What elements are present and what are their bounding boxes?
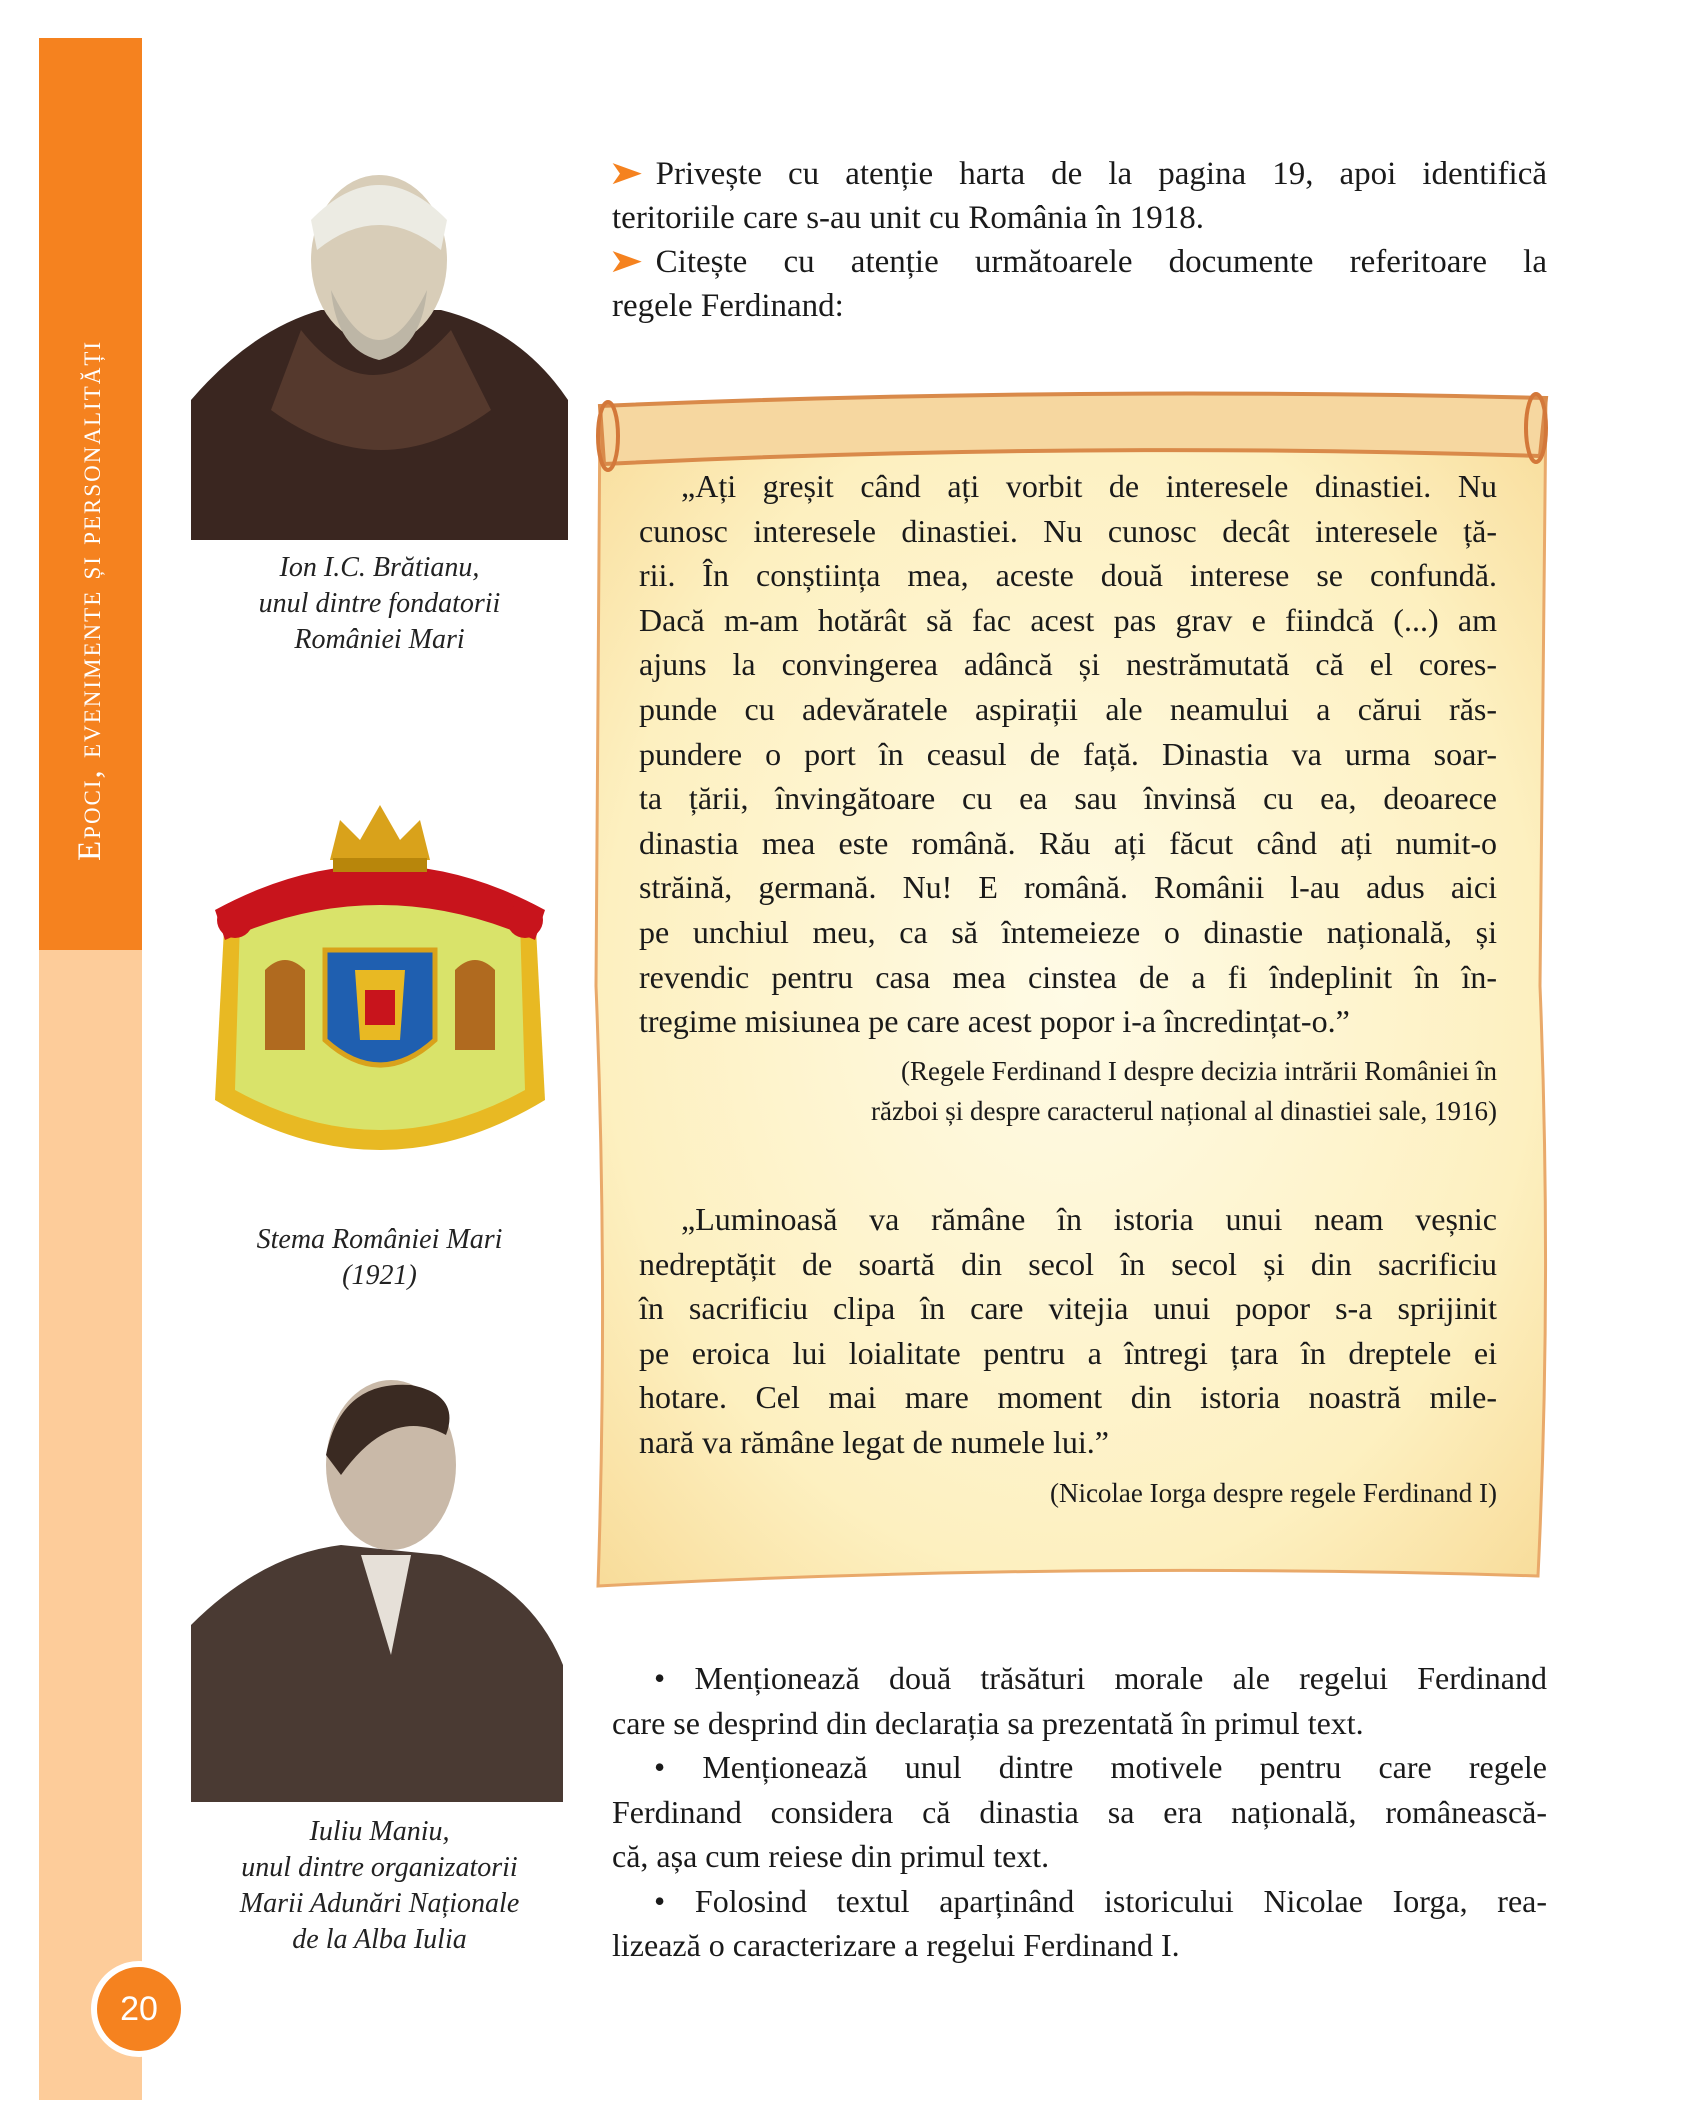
sidebar-band-light bbox=[39, 950, 142, 2100]
document-source-1 bbox=[871, 1051, 1497, 1131]
text-line: străină, germană. Nu! E română. Românii l-au adus aici bbox=[639, 869, 1497, 906]
text-line: „Ați greșit când ați vorbit de interesele dinastiei. Nu bbox=[681, 468, 1497, 504]
text-line: nară va rămâne legat de numele lui.” bbox=[639, 1423, 1109, 1460]
text-line: că, așa cum reiese din primul text. bbox=[612, 1838, 1050, 1874]
coat-of-arms-image bbox=[205, 800, 555, 1170]
instruction-line: ➤ Citește cu atenție următoarele documente referitoare la bbox=[612, 240, 1547, 284]
document-quote-1 bbox=[639, 464, 1497, 1044]
text-line: ajuns la convingerea adâncă și nestrămutată că el cores- bbox=[639, 646, 1497, 683]
caption-coat-of-arms bbox=[191, 1222, 568, 1294]
text-line: • Menționează unul dintre motivele pentru care regele bbox=[654, 1749, 1547, 1785]
document-quote-2 bbox=[639, 1197, 1497, 1465]
text-line: tregime misiunea pe care acest popor i-a încredințat-o.” bbox=[639, 1003, 1350, 1040]
caption-line: unul dintre organizatorii bbox=[241, 1852, 518, 1883]
text-line: revendic pentru casa mea cinstea de a fi îndeplinit în în- bbox=[639, 958, 1497, 995]
portrait-maniu bbox=[191, 1365, 563, 1802]
text-line: rii. În conștiința mea, aceste două interese se confundă. bbox=[639, 557, 1497, 594]
section-title: Epoci, evenimente și personalități bbox=[72, 339, 108, 861]
text-line: • Folosind textul aparținând istoricului Nicolae Iorga, rea- bbox=[654, 1882, 1547, 1919]
text-line: punde cu adevăratele aspirații ale neamului a cărui răs- bbox=[639, 690, 1497, 727]
arrow-right-icon: ➤ bbox=[607, 244, 644, 280]
caption-maniu bbox=[191, 1814, 568, 1958]
instruction-line: ➤ Privește cu atenție harta de la pagina 19, apoi identifică bbox=[612, 152, 1547, 196]
page-number: 20 bbox=[91, 1961, 187, 2057]
caption-line: Ion I.C. Brătianu, bbox=[279, 552, 480, 583]
text-line: lizează o caracterizare a regelui Ferdinand I. bbox=[612, 1927, 1180, 1963]
text-line: pe unchiul meu, ca să întemeieze o dinastie națională, și bbox=[639, 913, 1497, 950]
arrow-right-icon: ➤ bbox=[607, 156, 644, 192]
document-source-2 bbox=[1050, 1473, 1497, 1513]
text-line: hotare. Cel mai mare moment din istoria noastră mile- bbox=[639, 1379, 1497, 1416]
text-line: pundere o port în ceasul de față. Dinastia va urma soar- bbox=[639, 735, 1497, 772]
caption-line: Stema României Mari bbox=[256, 1224, 503, 1255]
source-line: război și despre caracterul național al dinastiei sale, 1916) bbox=[871, 1096, 1497, 1126]
task-item bbox=[612, 1656, 1547, 1745]
text-line: • Menționează două trăsături morale ale regelui Ferdinand bbox=[654, 1660, 1547, 1696]
text-line: Dacă m-am hotărât să fac acest pas grav e fiindcă (...) am bbox=[639, 601, 1497, 638]
caption-bratianu bbox=[191, 550, 568, 658]
portrait-bratianu bbox=[191, 160, 568, 540]
text-line: nedreptățit de soartă din secol în secol și din sacrificiu bbox=[639, 1245, 1497, 1282]
text-line: dinastia mea este română. Rău ați făcut când ați numit-o bbox=[639, 824, 1497, 861]
source-line: (Regele Ferdinand I despre decizia intrării României în bbox=[900, 1056, 1497, 1086]
caption-line: de la Alba Iulia bbox=[292, 1924, 467, 1955]
task-item bbox=[612, 1745, 1547, 1879]
text-line: cunosc interesele dinastiei. Nu cunosc decât interesele ță- bbox=[639, 512, 1497, 549]
instruction-line: regele Ferdinand: bbox=[612, 288, 844, 324]
source-line: (Nicolae Iorga despre regele Ferdinand I) bbox=[1049, 1478, 1497, 1508]
text-line: „Luminoasă va rămâne în istoria unui neam veșnic bbox=[681, 1201, 1497, 1237]
text-line: Ferdinand considera că dinastia sa era națională, românească- bbox=[612, 1793, 1547, 1830]
text-line: ta țării, învingătoare cu ea sau învinsă cu ea, deoarece bbox=[639, 780, 1497, 817]
instructions bbox=[607, 152, 1547, 328]
caption-line: Iuliu Maniu, bbox=[309, 1816, 450, 1847]
text-line: în sacrificiu clipa în care vitejia unui popor s-a sprijinit bbox=[639, 1290, 1497, 1327]
caption-line: (1921) bbox=[342, 1260, 417, 1291]
caption-line: unul dintre fondatorii bbox=[258, 588, 501, 619]
caption-line: României Mari bbox=[294, 624, 465, 655]
text-line: pe eroica lui loialitate pentru a întregi țara în dreptele ei bbox=[639, 1334, 1497, 1371]
task-list bbox=[612, 1656, 1547, 1968]
caption-line: Marii Adunări Naționale bbox=[239, 1888, 520, 1919]
text-line: care se desprind din declarația sa prezentată în primul text. bbox=[612, 1704, 1364, 1741]
task-item bbox=[612, 1879, 1547, 1968]
instruction-line: teritoriile care s-au unit cu România în 1918. bbox=[612, 200, 1204, 236]
